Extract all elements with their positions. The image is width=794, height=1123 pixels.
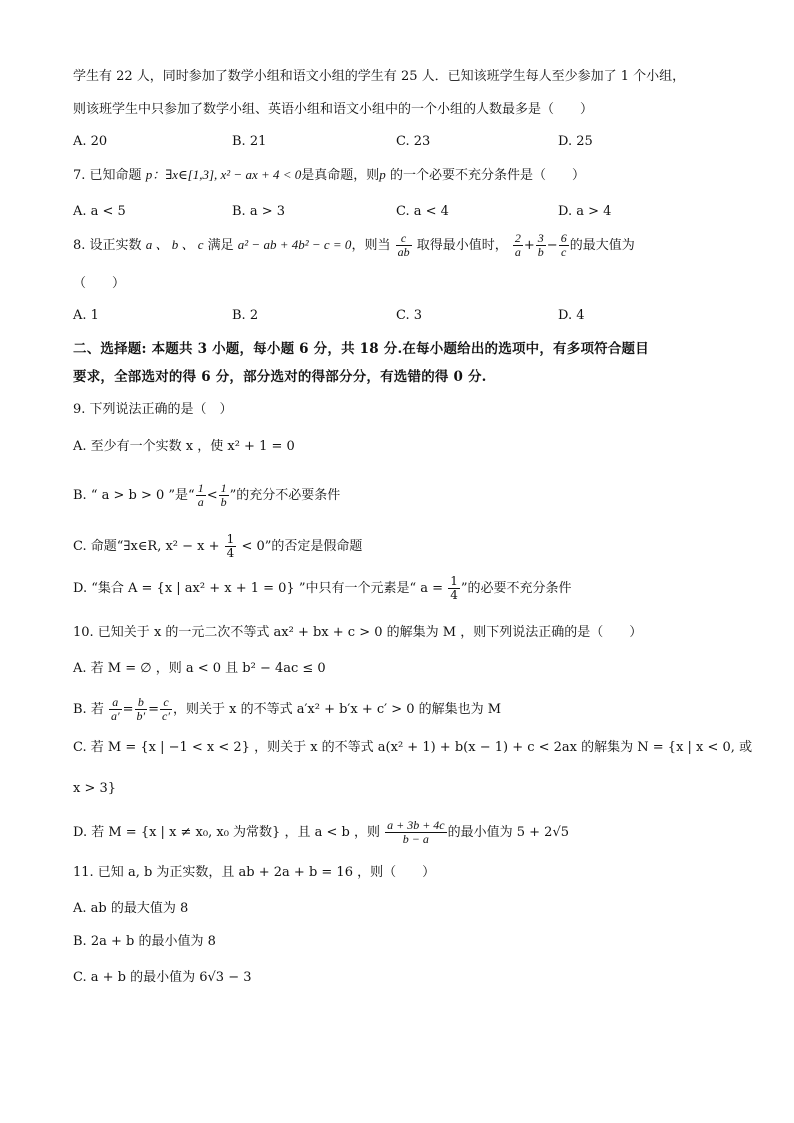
q10-option-d — [73, 819, 569, 846]
q10-fraction-a-aprime: $\frac{a}{a'}$ — [110, 695, 120, 723]
q10-fraction-c-cprime: $\frac{c}{c'}$ — [162, 695, 170, 723]
q6-option-b: B. 21 — [232, 134, 267, 149]
q11-option-c: C. a + b 的最小值为 6√3 − 3 — [73, 970, 252, 985]
q9-option-a: A. 至少有一个实数 x ，使 x² + 1 = 0 — [73, 439, 295, 454]
q8-text-4: 取得最小值时， — [416, 238, 508, 253]
q10-option-d-text-2: 的最小值为 5 + 2√5 — [447, 825, 570, 840]
q10-fraction-b-bprime: $\frac{b}{b'}$ — [136, 695, 146, 723]
q8-stem: 8. 设正实数 a 、 b 、 c 满足 a² − ab + 4b² − c = 0，则当 $\frac{c}{ab}$ 取得最小值时， $\frac{2}{a}$ + $\frac{3}{b}$ − $\frac{6}{c}$ 的最大值为 — [73, 231, 635, 259]
q7-proposition-p-ref: p — [379, 167, 386, 182]
q8-text-1: 设正实数 — [89, 238, 142, 253]
q8-fraction-c-ab: $\frac{c}{ab}$ — [397, 231, 410, 259]
q8-text-5: 的最大值为 — [569, 238, 635, 253]
section2-heading-line2: 要求，全部选对的得 6 分，部分选对的得部分分，有选错的得 0 分. — [73, 369, 487, 385]
q8-text-2: 满足 — [207, 238, 234, 253]
q9-option-c — [73, 533, 362, 560]
q10-option-b-prefix: B. 若 — [73, 702, 104, 717]
q10-option-c-line2: x > 3} — [73, 781, 117, 796]
q7-text-1: 已知命题 — [89, 168, 142, 183]
q7-proposition: ：∃x∈[1,3], x² − ax + 4 < 0 — [152, 167, 302, 182]
q8-option-d: D. 4 — [558, 308, 585, 323]
q7-text-3: 是真命题，则 — [301, 168, 380, 183]
q9-option-b-text-2: ”的充分不必要条件 — [229, 488, 341, 503]
q11-stem: 11. 已知 a, b 为正实数，且 ab + 2a + b = 16 ，则（ ） — [73, 865, 436, 880]
q6-stem-line2: 则该班学生中只参加了数学小组、英语小组和语文小组中的一个小组的人数最多是（ ） — [73, 102, 594, 117]
q9-option-d-text-2: ”的必要不充分条件 — [460, 581, 572, 596]
q8-number: 8. — [73, 238, 86, 253]
q6-stem-line1: 学生有 22 人，同时参加了数学小组和语文小组的学生有 25 人．已知该班学生每人至少参加了 1 个小组， — [73, 69, 686, 84]
q10-option-a: A. 若 M = ∅ ，则 a < 0 且 b² − 4ac ≤ 0 — [73, 661, 326, 676]
q10-option-b: B. 若 $\frac{a}{a'}$ = $\frac{b}{b'}$ = $\frac{c}{c'}$ ，则关于 x 的不等式 a′x² + b′x + c′ > 0 的解集也为 M — [73, 695, 502, 723]
q10-option-c-line1: C. 若 M = {x | −1 < x < 2} ，则关于 x 的不等式 a(x² + 1) + b(x − 1) + c < 2ax 的解集为 N = {x | x < 0, 或 — [73, 740, 753, 755]
q8-fraction-2-a: $\frac{2}{a}$ — [514, 231, 521, 259]
q7-number: 7. — [73, 168, 86, 183]
q9-option-c-text-1: C. 命题“∃x∈R, x² − x + — [73, 539, 220, 554]
q7-stem — [73, 166, 585, 185]
q8-fraction-3-b: $\frac{3}{b}$ — [537, 231, 544, 259]
q10-fraction-expression: $\frac{a + 3b + 4c}{b - a}$ — [387, 818, 445, 846]
q10-stem: 10. 已知关于 x 的一元二次不等式 ax² + bx + c > 0 的解集为 M ，则下列说法正确的是（ ） — [73, 625, 643, 640]
q7-option-d: D. a > 4 — [558, 204, 612, 219]
q8-variables: a 、 b 、 c — [145, 237, 204, 252]
q9-fraction-1-a: $\frac{1}{a}$ — [197, 481, 204, 509]
section2-heading-line1: 二、选择题: 本题共 3 小题，每小题 6 分，共 18 分.在每小题给出的选项中，有多项符合题目 — [73, 341, 649, 357]
q8-option-b: B. 2 — [232, 308, 259, 323]
q6-option-c: C. 23 — [396, 134, 431, 149]
q10-option-d-text-1: D. 若 M = {x | x ≠ x₀, x₀ 为常数} ，且 a < b ，则 — [73, 825, 380, 840]
q6-option-d: D. 25 — [558, 134, 593, 149]
q8-text-3: ，则当 — [351, 238, 391, 253]
q7-text-4: 的一个必要不充分条件是（ ） — [389, 168, 585, 183]
q7-option-b: B. a > 3 — [232, 204, 285, 219]
q9-option-b — [73, 482, 340, 509]
q8-option-c: C. 3 — [396, 308, 423, 323]
q9-stem: 9. 下列说法正确的是（ ） — [73, 402, 233, 417]
q8-option-a: A. 1 — [73, 308, 99, 323]
q9-fraction-a-1-4: $\frac{1}{4}$ — [450, 574, 458, 602]
q9-option-c-text-2: < 0”的否定是假命题 — [241, 539, 363, 554]
q8-equation: a² − ab + 4b² − c = 0 — [237, 237, 352, 252]
q7-option-a: A. a < 5 — [73, 204, 126, 219]
q11-option-a: A. ab 的最大值为 8 — [73, 901, 189, 916]
q7-proposition-p: p — [145, 167, 153, 182]
q9-option-d-text-1: D. “集合 A = {x | ax² + x + 1 = 0} ”中只有一个元素是“ a = — [73, 581, 444, 596]
q9-option-d — [73, 575, 571, 602]
q9-fraction-1-4: $\frac{1}{4}$ — [226, 532, 235, 560]
q9-less-than: < — [206, 488, 218, 503]
q9-fraction-1-b: $\frac{1}{b}$ — [220, 481, 227, 509]
q8-fraction-6-c: $\frac{6}{c}$ — [560, 231, 567, 259]
q7-option-c: C. a < 4 — [396, 204, 449, 219]
q6-option-a: A. 20 — [73, 134, 108, 149]
q9-option-b-text-1: B. “ a > b > 0 ”是“ — [73, 488, 195, 503]
q8-answer-paren: （ ） — [73, 276, 126, 291]
q11-option-b: B. 2a + b 的最小值为 8 — [73, 934, 216, 949]
q10-option-b-text: ，则关于 x 的不等式 a′x² + b′x + c′ > 0 的解集也为 M — [172, 702, 502, 717]
